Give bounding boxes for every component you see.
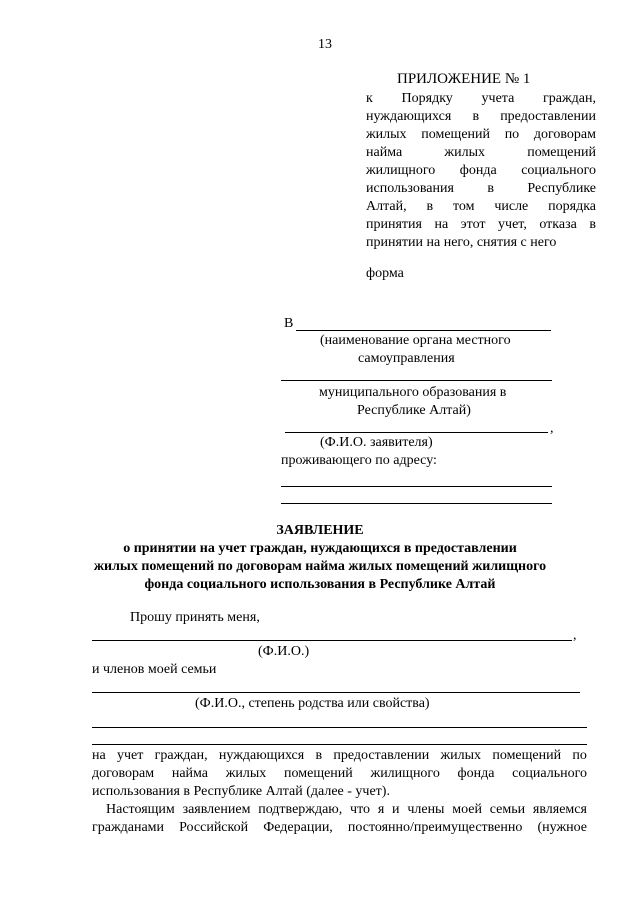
appendix-title: ПРИЛОЖЕНИЕ № 1 xyxy=(397,71,531,87)
word: предоставлении xyxy=(333,748,430,763)
paragraph-registration-last: использования в Республике Алтай (далее - учет). xyxy=(92,784,390,799)
applicant-name-line xyxy=(285,432,548,433)
paragraph-confirmation-line xyxy=(92,819,587,837)
word: Республике xyxy=(527,181,596,196)
word: что xyxy=(350,802,371,817)
word: помещений xyxy=(284,766,353,781)
word: в xyxy=(589,217,596,232)
appendix-text-line xyxy=(366,180,596,198)
applicant-line-comma: , xyxy=(550,421,554,436)
family-hint: (Ф.И.О., степень родства или свойства) xyxy=(195,696,430,711)
org-line xyxy=(281,380,552,381)
word: нуждающихся xyxy=(218,748,305,763)
word: учет, xyxy=(498,217,527,232)
word: помещений xyxy=(492,748,562,763)
word: в xyxy=(472,109,480,124)
municipality-hint-2: Республике Алтай) xyxy=(357,403,471,418)
appendix-text-line xyxy=(366,144,596,162)
word: жилых xyxy=(444,145,485,160)
word: учета xyxy=(481,91,515,106)
word: том xyxy=(452,199,475,214)
family-line-3 xyxy=(92,744,587,745)
org-hint-2: самоуправления xyxy=(358,351,455,366)
statement-title: ЗАЯВЛЕНИЕ xyxy=(276,523,364,538)
word: на xyxy=(434,217,449,232)
applicant-fio-line xyxy=(92,640,572,641)
word: Порядку xyxy=(401,91,453,106)
word: (нужное xyxy=(537,820,587,835)
word: жилых xyxy=(225,766,267,781)
statement-subtitle-2: жилых помещений по договорам найма жилых помещений жилищного xyxy=(93,559,547,574)
word: фонда xyxy=(459,163,497,178)
word: найма xyxy=(171,766,209,781)
word: учет xyxy=(117,748,144,763)
word: использования xyxy=(366,181,454,196)
word: заявлением xyxy=(182,802,251,817)
residing-label: проживающего по адресу: xyxy=(281,453,437,468)
page-number: 13 xyxy=(318,37,332,52)
recipient-prefix: В xyxy=(284,316,294,331)
word: постоянно/преимущественно xyxy=(347,820,523,835)
family-line-2 xyxy=(92,727,587,728)
word: члены xyxy=(407,802,445,817)
statement-subtitle-1: о принятии на учет граждан, нуждающихся в предоставлении xyxy=(123,541,517,556)
word: гражданами xyxy=(92,820,165,835)
word: в xyxy=(426,199,434,214)
fio-line-comma: , xyxy=(573,628,577,643)
word: этот xyxy=(460,217,486,232)
word: в xyxy=(315,748,323,763)
word: числе xyxy=(494,199,529,214)
address-line-2 xyxy=(281,503,552,504)
word: по xyxy=(572,748,587,763)
word: моей xyxy=(452,802,482,817)
statement-subtitle-3: фонда социального использования в Республике Алтай xyxy=(144,577,496,592)
appendix-text-line: принятии на него, снятия с него xyxy=(366,235,557,250)
word: Настоящим xyxy=(106,802,175,817)
word: порядка xyxy=(548,199,596,214)
word: семьи xyxy=(489,802,526,817)
family-label: и членов моей семьи xyxy=(92,662,217,677)
word: социального xyxy=(512,766,587,781)
word: нуждающихся xyxy=(366,109,452,124)
word: помещений xyxy=(421,127,491,142)
form-label: форма xyxy=(366,266,404,281)
word: Российской xyxy=(179,820,249,835)
fio-hint: (Ф.И.О.) xyxy=(258,644,310,659)
word: помещений xyxy=(527,145,596,160)
paragraph-registration-line xyxy=(92,747,587,765)
org-hint-1: (наименование органа местного xyxy=(320,333,511,348)
word: фонда xyxy=(457,766,495,781)
word: в xyxy=(487,181,494,196)
applicant-fio-hint: (Ф.И.О. заявителя) xyxy=(320,435,433,450)
word: предоставлении xyxy=(500,109,596,124)
word: договорам xyxy=(533,127,596,142)
word: на xyxy=(92,748,106,763)
word: я xyxy=(377,802,385,817)
appendix-text-line xyxy=(366,126,596,144)
word: договорам xyxy=(92,766,155,781)
word: жилищного xyxy=(366,163,436,178)
address-line-1 xyxy=(281,486,552,487)
paragraph-registration-line xyxy=(92,765,587,783)
request-text: Прошу принять меня, xyxy=(130,610,260,625)
word: жилых xyxy=(366,127,407,142)
paragraph-confirmation-line xyxy=(106,801,587,819)
word: граждан, xyxy=(543,91,596,106)
word: найма xyxy=(366,145,403,160)
word: социального xyxy=(521,163,596,178)
appendix-text-line xyxy=(366,90,596,108)
recipient-line xyxy=(296,330,551,331)
appendix-text-line xyxy=(366,162,596,180)
word: принятия xyxy=(366,217,422,232)
family-line-1 xyxy=(92,692,580,693)
word: граждан, xyxy=(154,748,208,763)
word: жилых xyxy=(440,748,482,763)
word: подтверждаю, xyxy=(258,802,343,817)
appendix-text-line xyxy=(366,216,596,234)
word: к xyxy=(366,91,373,106)
word: по xyxy=(504,127,520,142)
word: Алтай, xyxy=(366,199,407,214)
word: Федерации, xyxy=(263,820,333,835)
word: и xyxy=(392,802,400,817)
word: жилищного xyxy=(370,766,440,781)
appendix-text-line xyxy=(366,108,596,126)
word: являемся xyxy=(532,802,587,817)
appendix-text-line xyxy=(366,198,596,216)
word: отказа xyxy=(539,217,577,232)
municipality-hint-1: муниципального образования в xyxy=(319,385,507,400)
